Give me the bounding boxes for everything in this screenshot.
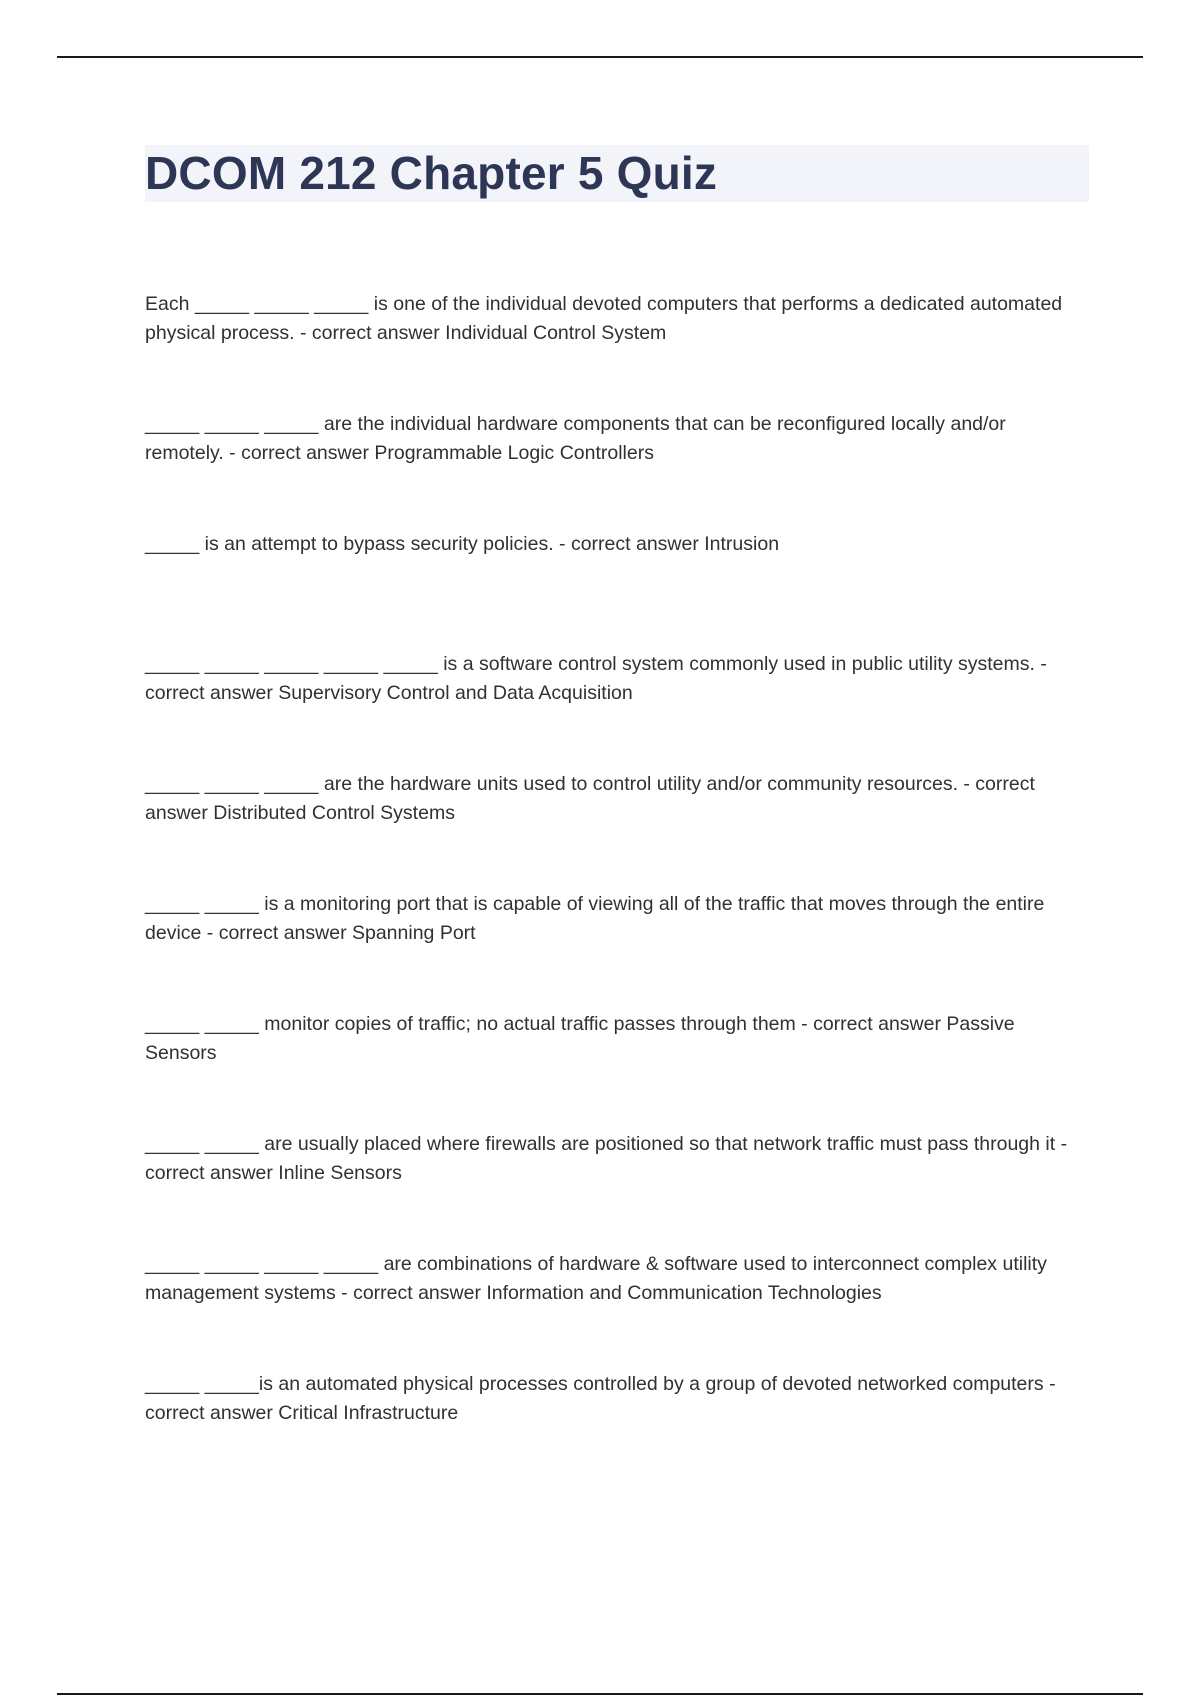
- question-text: _____ _____ is a monitoring port that is capable of viewing all of the traffic that moves through the entire device - correct answer Spanning Port: [145, 893, 1045, 944]
- question-item: [145, 410, 1089, 530]
- question-text: Each _____ _____ _____ is one of the individual devoted computers that performs a dedicated automated physical process. - correct answer Individual Control System: [145, 293, 1063, 344]
- question-text: _____ _____is an automated physical processes controlled by a group of devoted networked computers - correct answer Critical Infrastructure: [145, 1373, 1056, 1424]
- question-list: [145, 290, 1089, 1490]
- question-text: _____ is an attempt to bypass security policies. - correct answer Intrusion: [145, 533, 780, 555]
- bottom-divider: [57, 1693, 1143, 1695]
- question-item: [145, 1130, 1089, 1250]
- question-text: _____ _____ _____ are the individual hardware components that can be reconfigured locally and/or remotely. - correct answer Programmable Logic Controllers: [145, 413, 1006, 464]
- question-item: [145, 890, 1089, 1010]
- question-text: _____ _____ are usually placed where firewalls are positioned so that network traffic must pass through it - correct answer Inline Sensors: [145, 1133, 1068, 1184]
- page-title: DCOM 212 Chapter 5 Quiz: [145, 147, 718, 199]
- question-item: [145, 530, 1089, 650]
- question-text: _____ _____ _____ _____ _____ is a software control system commonly used in public utility systems. - correct answer Supervisory Control and Data Acquisition: [145, 653, 1047, 704]
- question-item: [145, 650, 1089, 770]
- question-text: _____ _____ _____ are the hardware units used to control utility and/or community resources. - correct answer Distributed Control Systems: [145, 773, 1035, 824]
- question-text: _____ _____ _____ _____ are combinations of hardware & software used to interconnect complex utility management systems - correct answer Information and Communication Technologies: [145, 1253, 1047, 1304]
- question-text: _____ _____ monitor copies of traffic; no actual traffic passes through them - correct answer Passive Sensors: [145, 1013, 1015, 1064]
- question-item: [145, 1250, 1089, 1370]
- question-item: [145, 290, 1089, 410]
- question-item: [145, 1010, 1089, 1130]
- top-divider: [57, 56, 1143, 58]
- question-item: [145, 1370, 1089, 1490]
- question-item: [145, 770, 1089, 890]
